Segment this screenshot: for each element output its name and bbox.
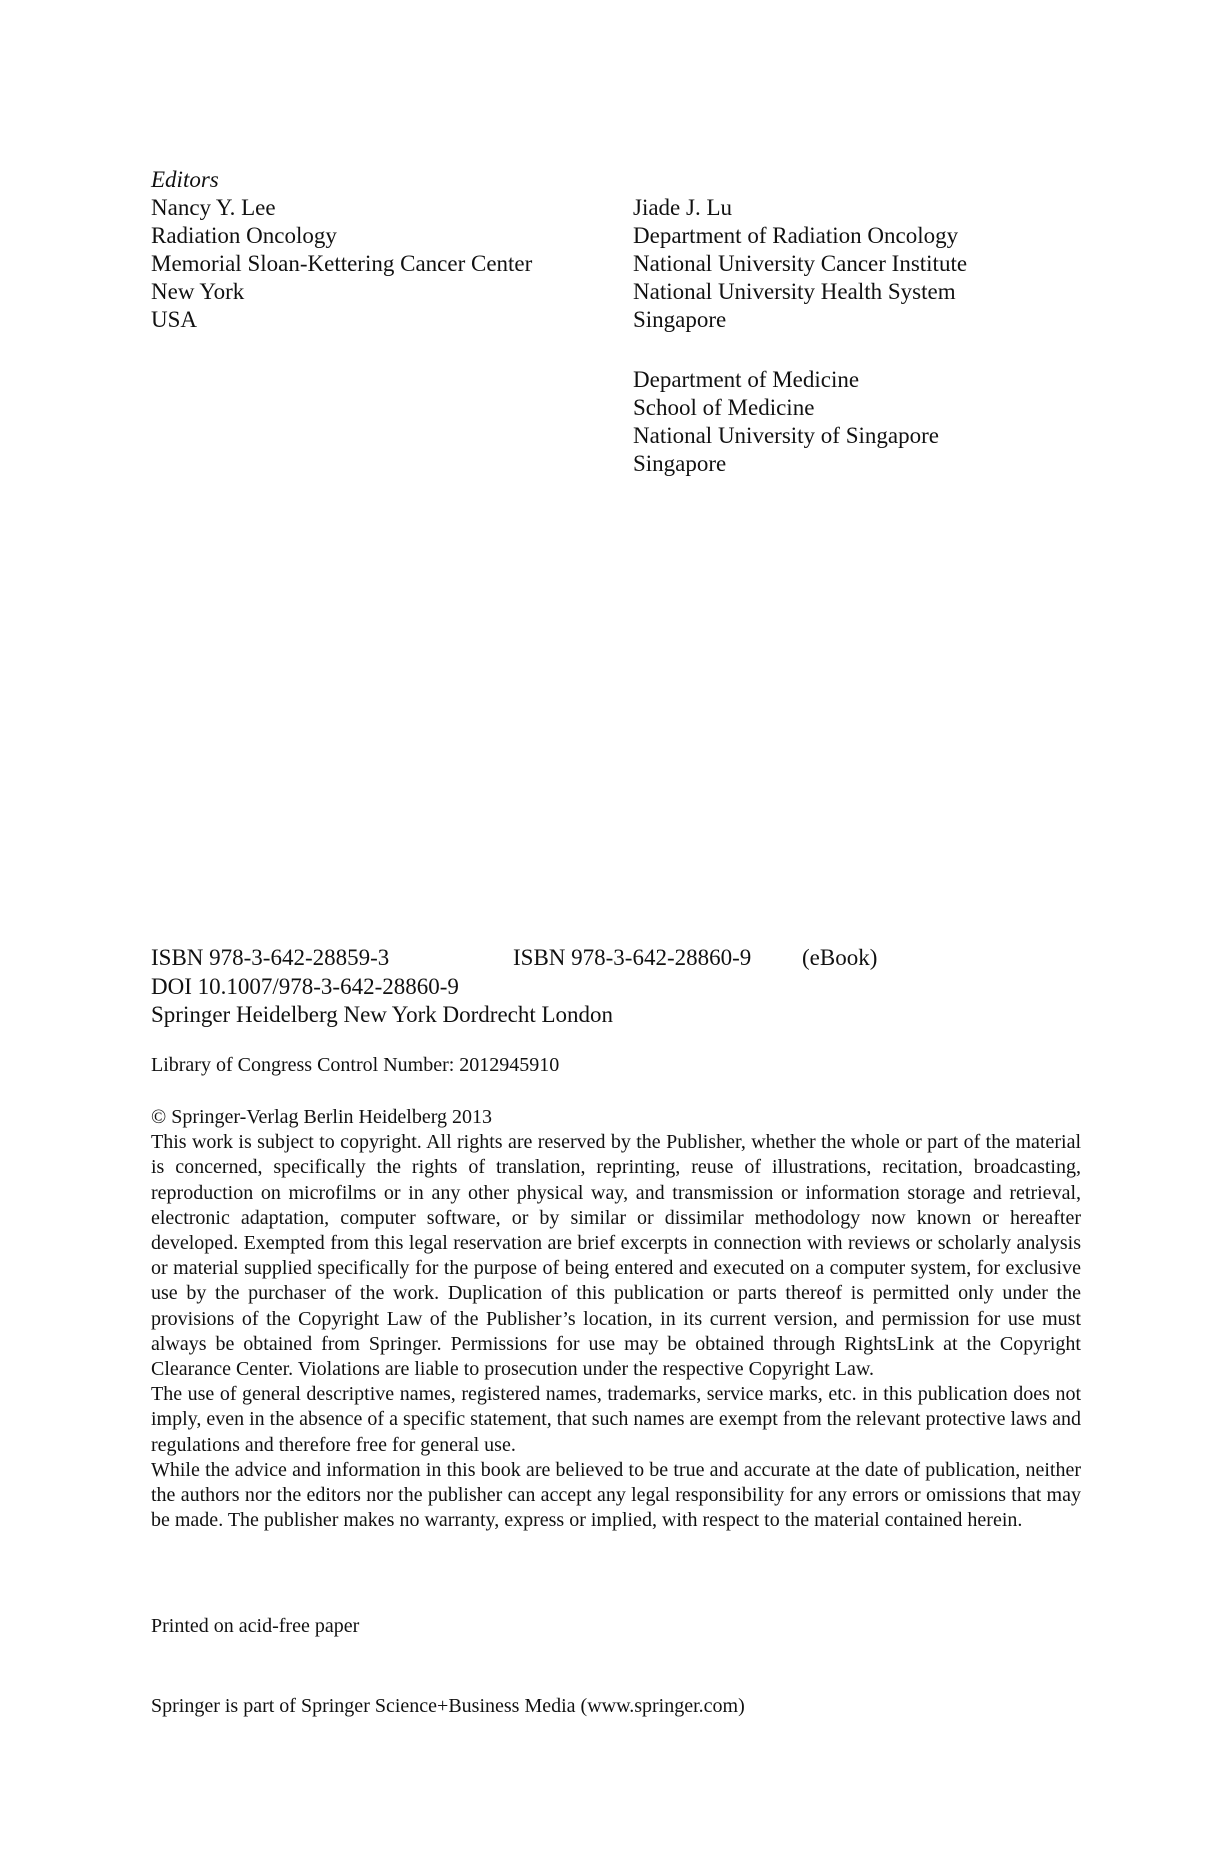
editor-country: Singapore [633,451,727,476]
editor-department: Radiation Oncology [151,223,337,248]
editor-department: Department of Radiation Oncology [633,223,959,248]
isbn-print: ISBN 978-3-642-28859-3 [151,945,390,970]
editor-city: New York [151,279,245,304]
editor-institution: Memorial Sloan-Kettering Cancer Center [151,251,533,276]
springer-part-note: Springer is part of Springer Science+Business Media (www.springer.com) [151,1695,745,1717]
editor-country: Singapore [633,307,727,332]
editor-health-system: National University Health System [633,279,956,304]
isbn-ebook-note: (eBook) [802,945,878,970]
editors-label: Editors [151,167,219,192]
editor-school: School of Medicine [633,395,815,420]
doi: DOI 10.1007/978-3-642-28860-9 [151,974,459,999]
printed-note: Printed on acid-free paper [151,1615,360,1637]
editor-university: National University of Singapore [633,423,939,448]
editor-department: Department of Medicine [633,367,860,392]
legal-notice [151,1105,1081,1533]
library-of-congress-number: Library of Congress Control Number: 2012945910 [151,1054,560,1076]
editor-country: USA [151,307,198,332]
isbn-ebook: ISBN 978-3-642-28860-9 [513,945,752,970]
editor-institution: National University Cancer Institute [633,251,968,276]
editor-right-secondary-address [633,366,939,478]
publisher-places: Springer Heidelberg New York Dordrecht London [151,1002,614,1027]
editor-left-address [151,194,532,334]
legal-paragraph: This work is subject to copyright. All rights are reserved by the Publisher, whether the whole or part of the material is concerned, specifically the rights of translation, reprinting, reuse of illustrations, recitation, broadcasting, reproduction on microfilms or in any other physical way, and transmission or information storage and retrieval, electronic adaptation, computer software, or by similar or dissimilar methodology now known or hereafter developed. Exempted from this legal reservation are brief excerpts in connection with reviews or scholarly analysis or material supplied specifically for the purpose of being entered and executed on a computer system, for exclusive use by the purchaser of the work. Duplication of this publication or parts thereof is permitted only under the provisions of the Copyright Law of the Publisher’s location, in its current version, and permission for use must always be obtained from Springer. Permissions for use may be obtained through RightsLink at the Copyright Clearance Center. Violations are liable to prosecution under the respective Copyright Law. [151,1131,1081,1381]
editor-name: Jiade J. Lu [633,195,733,220]
copyright-line: © Springer-Verlag Berlin Heidelberg 2013 [151,1106,493,1128]
legal-paragraph: The use of general descriptive names, registered names, trademarks, service marks, etc. in this publication does not imply, even in the absence of a specific statement, that such names are exempt from the relevant protective laws and regulations and therefore free for general use. [151,1383,1082,1456]
editor-name: Nancy Y. Lee [151,195,276,220]
legal-paragraph: While the advice and information in this book are believed to be true and accurate at the date of publication, neither the authors nor the editors nor the publisher can accept any legal responsibility for any errors or omissions that may be made. The publisher makes no warranty, express or implied, with respect to the material contained herein. [151,1458,1081,1532]
editor-right-address [633,194,967,334]
